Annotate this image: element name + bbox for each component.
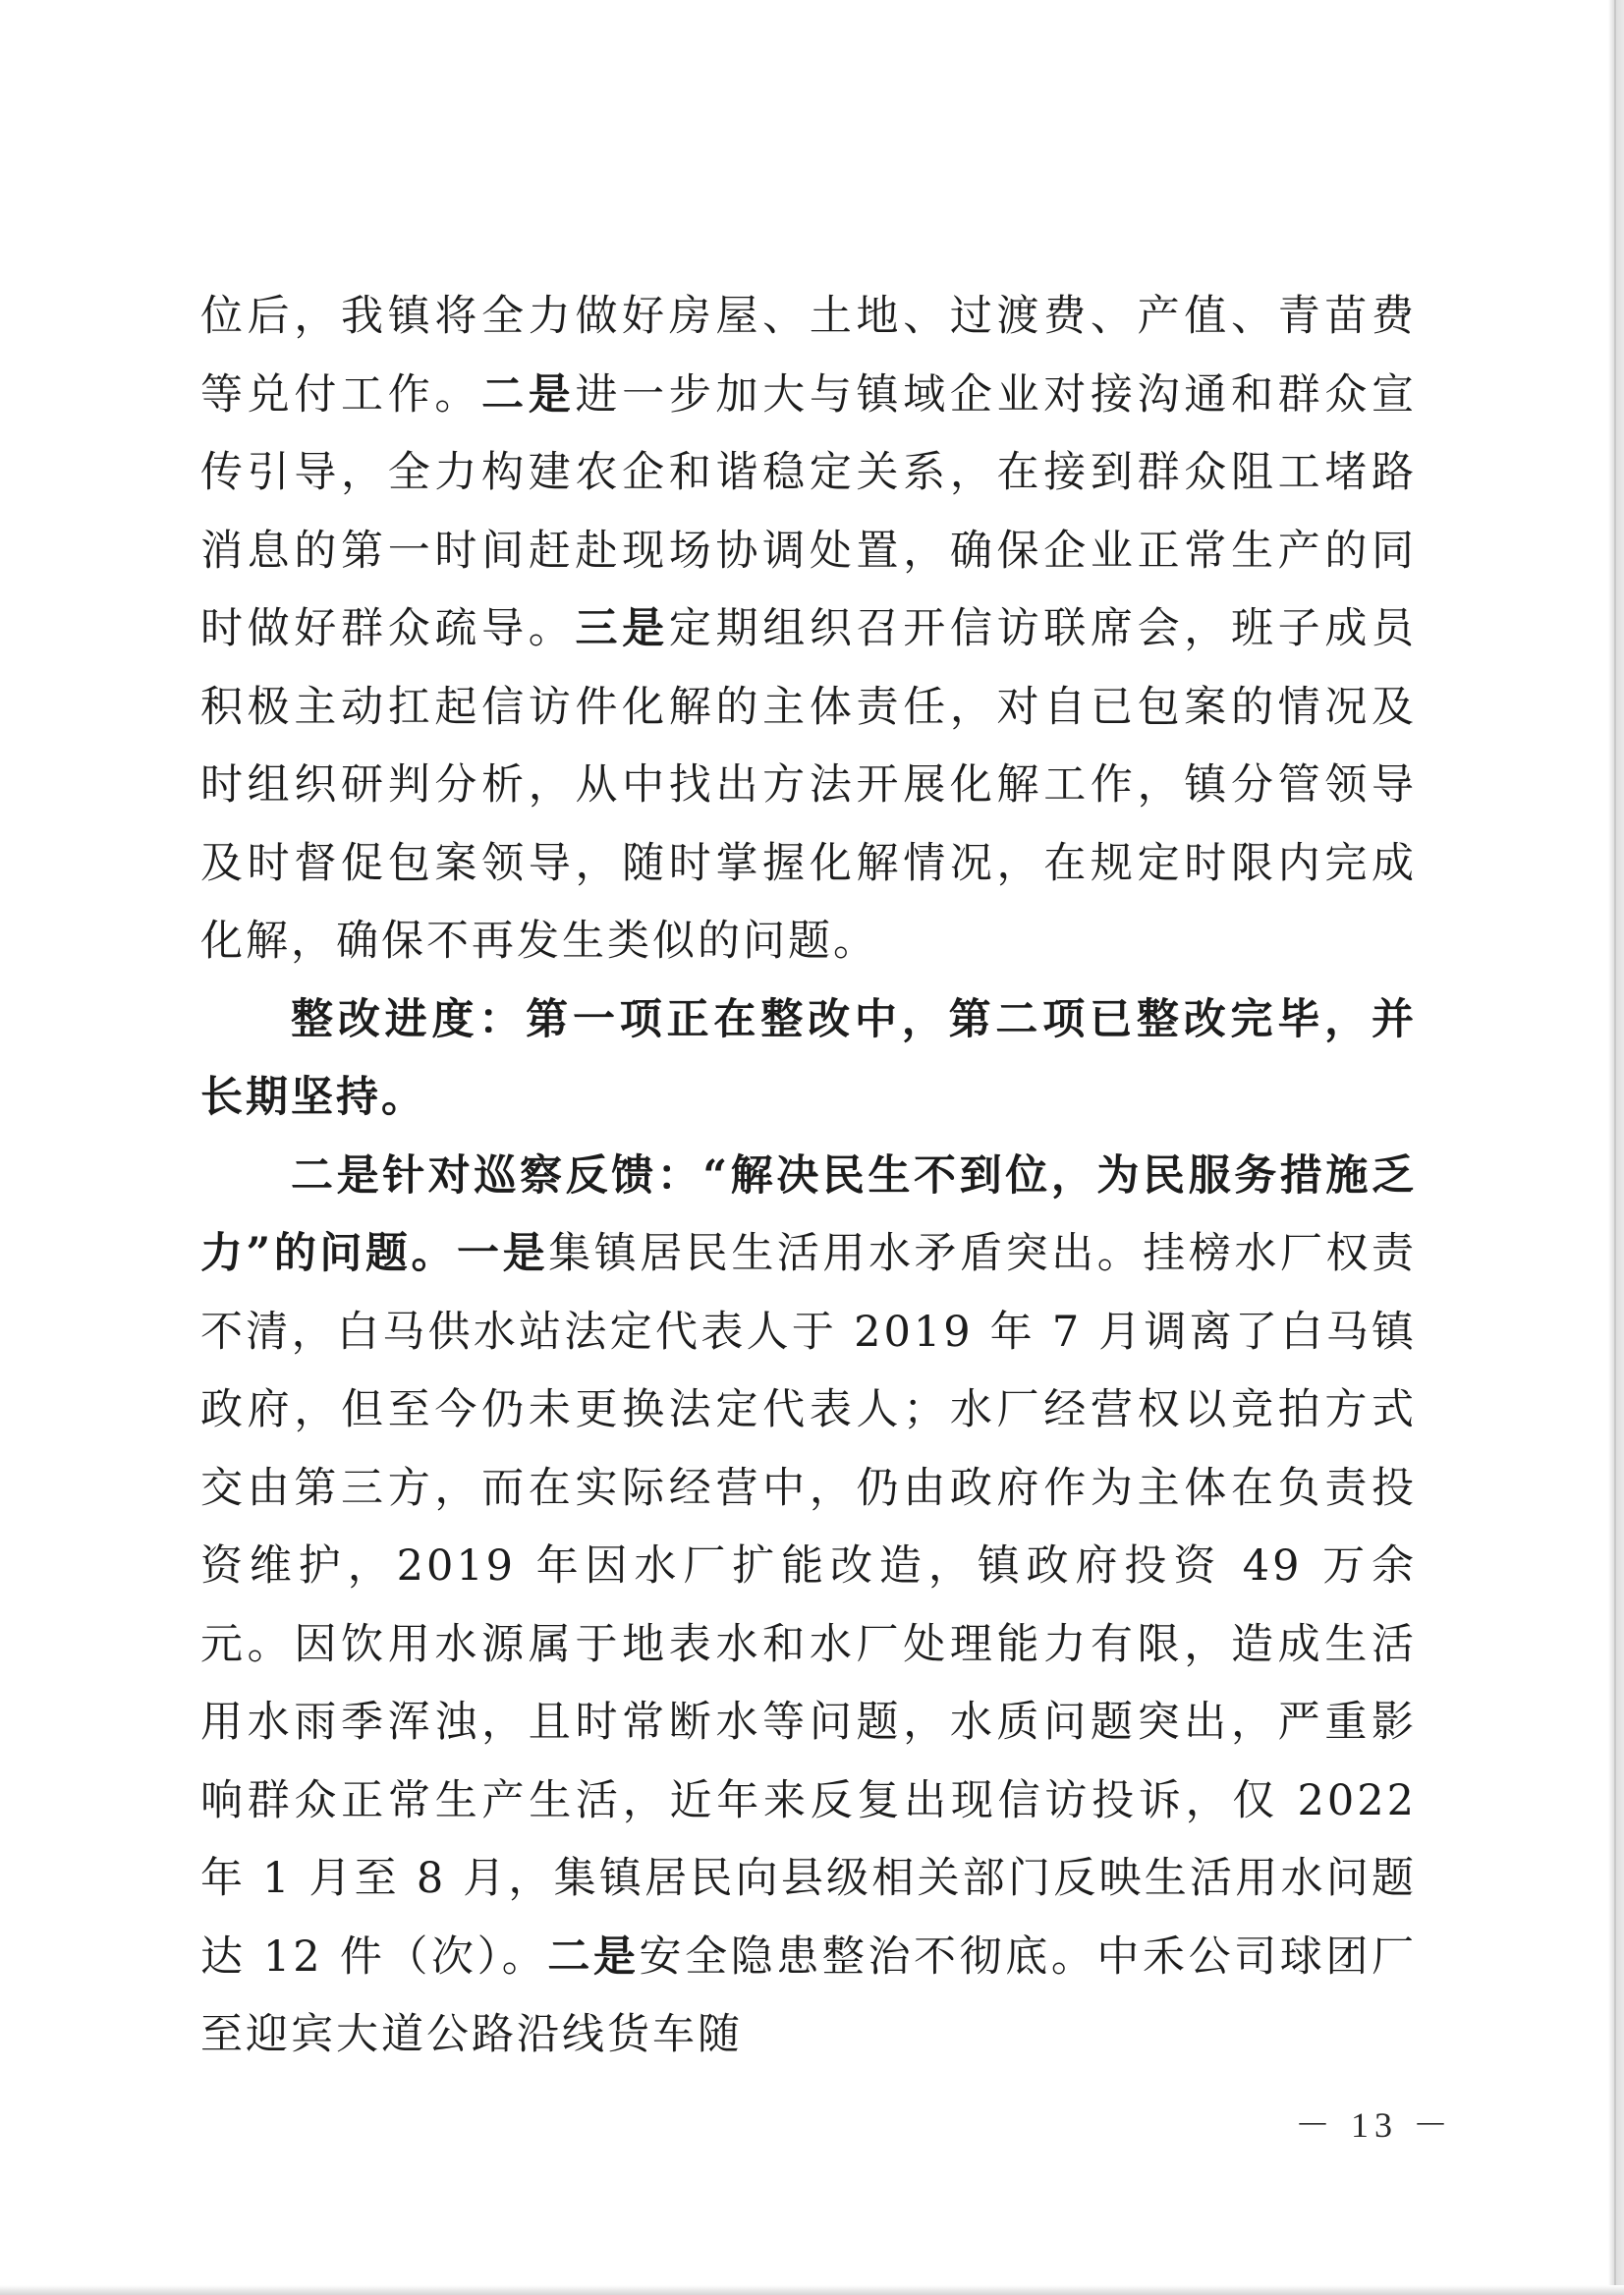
- document-body: [200, 278, 1417, 2075]
- text-segment-bold: 二是: [547, 1931, 640, 1982]
- scan-edge-shadow: [1608, 0, 1624, 2295]
- text-segment-bold: 三是: [575, 604, 669, 653]
- text-segment-bold: 二是: [481, 369, 576, 420]
- paragraph-rectification-measures: [200, 278, 1417, 981]
- text-segment-bold: 整改进度：第一项正在整改中，第二项已整改完毕，并长期坚持。: [200, 994, 1417, 1122]
- page-number: － 13 －: [1295, 2105, 1455, 2145]
- paragraph-rectification-progress: [200, 981, 1417, 1138]
- text-segment: 位后，我镇将全力做好房屋、土地、过渡费、产值、青苗费等兑付工作。: [200, 292, 1417, 420]
- scan-bottom-shadow: [0, 2285, 1624, 2295]
- text-segment: 进一步加大与镇域企业对接沟通和群众宣传引导，全力构建农企和谐稳定关系，在接到群众阻工堵路消息的第一时间赶赴现场协调处置，确保企业正常生产的同时做好群众疏导。: [200, 369, 1418, 653]
- text-segment: 安全隐患整治不彻底。中禾公司球团厂至迎宾大道公路沿线货车随: [200, 1931, 1417, 2059]
- text-segment: 定期组织召开信访联席会，班子成员积极主动扛起信访件化解的主体责任，对自已包案的情况及时组织研判分析，从中找出方法开展化解工作，镇分管领导及时督促包案领导，随时掌握化解情况，在规定时限内完成化解，确保不再发生类似的问题。: [200, 604, 1418, 966]
- text-segment-bold: 一是: [457, 1229, 549, 1278]
- paragraph-inspection-feedback: [200, 1138, 1417, 2075]
- text-segment-bold: 二是针对巡察反馈：“解决民生不到位，为民服务措施乏力”的问题。: [200, 1150, 1417, 1278]
- text-segment: 集镇居民生活用水矛盾突出。挂榜水厂权责不清，白马供水站法定代表人于 2019 年 7 月调离了白马镇政府，但至今仍未更换法定代表人；水厂经营权以竞拍方式交由第三方，而在实际经营中，仍由政府作为主体在负责投资维护，2019 年因水厂扩能改造，镇政府投资 49 万余元。因饮用水源属于地表水和水厂处理能力有限，造成生活用水雨季浑浊，且时常断水等问题，水质问题突出，严重影响群众正常生产生活，近年来反复出现信访投诉，仅 2022 年 1 月至 8 月，集镇居民向县级相关部门反映生活用水问题达 12 件（次）。: [200, 1229, 1418, 1982]
